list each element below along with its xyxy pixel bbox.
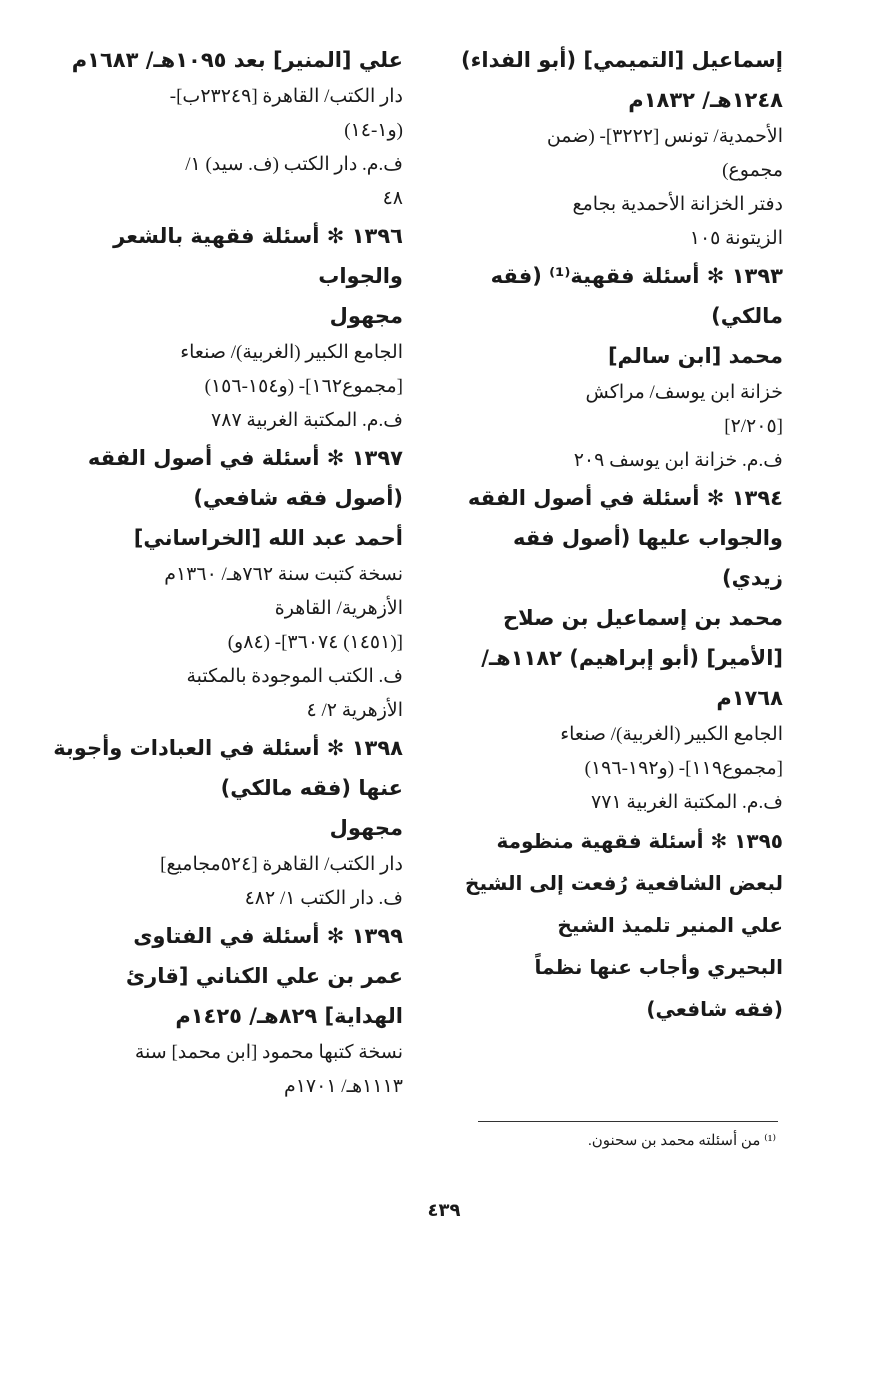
left-column-line: ١٣٩٨ ✻ أسئلة في العبادات وأجوبة bbox=[53, 736, 403, 760]
right-column-line: ١٣٩٤ ✻ أسئلة في أصول الفقه bbox=[467, 486, 783, 510]
right-column-line: لبعض الشافعية رُفعت إلى الشيخ bbox=[465, 871, 783, 895]
left-column-line: ٤٨ bbox=[382, 188, 403, 209]
left-column-line: الهداية] ٨٢٩هـ/ ١٤٢٥م bbox=[175, 1004, 403, 1028]
right-column-line: [الأمير] (أبو إبراهيم) ١١٨٢هـ/ bbox=[481, 646, 783, 670]
left-column-line: [(١٤٥١) ٣٦٠٧٤]- (٨٤و) bbox=[227, 632, 403, 653]
left-column-line: دار الكتب/ القاهرة [٥٢٤مجاميع] bbox=[160, 854, 403, 875]
right-column-line: مجموع) bbox=[722, 160, 783, 181]
left-column-line: نسخة كتبت سنة ٧٦٢هـ/ ١٣٦٠م bbox=[164, 564, 403, 585]
right-column-line: ١٣٩٣ ✻ أسئلة فقهية⁽¹⁾ (فقه bbox=[490, 264, 783, 288]
right-column-line: الأحمدية/ تونس [٣٢٢٢]- (ضمن bbox=[546, 126, 783, 147]
left-column-line: [مجموع١٦٢]- (و١٥٤-١٥٦) bbox=[204, 376, 403, 397]
left-column-line: ف.م. المكتبة الغربية ٧٨٧ bbox=[211, 410, 403, 431]
right-column-line: إسماعيل [التميمي] (أبو الفداء) bbox=[461, 48, 783, 72]
footnote-divider bbox=[478, 1121, 778, 1122]
right-column-line: ١٣٩٥ ✻ أسئلة فقهية منظومة bbox=[496, 829, 783, 853]
left-column-line: ١٣٩٦ ✻ أسئلة فقهية بالشعر bbox=[113, 224, 403, 248]
left-column bbox=[53, 40, 403, 1104]
right-column-line: دفتر الخزانة الأحمدية بجامع bbox=[572, 194, 783, 215]
right-column-line: [٢/٢٠٥] bbox=[724, 416, 783, 437]
right-column-line: ١٧٦٨م bbox=[716, 686, 783, 710]
left-column-line: مجهول bbox=[329, 304, 403, 328]
right-column bbox=[438, 40, 783, 1030]
left-column-line: علي [المنير] بعد ١٠٩٥هـ/ ١٦٨٣م bbox=[71, 48, 403, 72]
right-column-line: [مجموع١١٩]- (و١٩٢-١٩٦) bbox=[584, 758, 783, 779]
right-column-line: الزيتونة ١٠٥ bbox=[689, 228, 783, 249]
right-column-line: خزانة ابن يوسف/ مراكش bbox=[585, 382, 783, 403]
left-column-line: ف.م. دار الكتب (ف. سيد) ١/ bbox=[185, 154, 403, 175]
page-number: ٤٣٩ bbox=[427, 1200, 461, 1221]
right-column-line: الجامع الكبير (الغربية)/ صنعاء bbox=[560, 724, 783, 745]
left-column-line: ١٣٩٧ ✻ أسئلة في أصول الفقه bbox=[87, 446, 403, 470]
right-column-line: ١٢٤٨هـ/ ١٨٣٢م bbox=[628, 88, 783, 112]
footnote: ⁽¹⁾ من أسئلته محمد بن سحنون. bbox=[587, 1133, 776, 1149]
left-column-line: ف. الكتب الموجودة بالمكتبة bbox=[186, 666, 403, 687]
left-column-line: ١٣٩٩ ✻ أسئلة في الفتاوى bbox=[133, 924, 403, 948]
left-column-line: والجواب bbox=[318, 264, 403, 288]
left-column-line: دار الكتب/ القاهرة [٢٣٢٤٩ب]- bbox=[169, 86, 403, 107]
left-column-line: (أصول فقه شافعي) bbox=[193, 486, 403, 510]
right-column-line: والجواب عليها (أصول فقه bbox=[513, 526, 783, 550]
right-column-line: ف.م. المكتبة الغربية ٧٧١ bbox=[591, 792, 783, 813]
left-column-line: أحمد عبد الله [الخراساني] bbox=[133, 526, 403, 550]
right-column-line: (فقه شافعي) bbox=[646, 997, 783, 1021]
right-column-line: البحيري وأجاب عنها نظماً bbox=[534, 955, 783, 979]
left-column-line: ف. دار الكتب ١/ ٤٨٢ bbox=[244, 888, 403, 909]
right-column-line: ف.م. خزانة ابن يوسف ٢٠٩ bbox=[573, 450, 783, 471]
right-column-line: مالكي) bbox=[711, 304, 783, 328]
left-column-line: عنها (فقه مالكي) bbox=[220, 776, 403, 800]
left-column-line: مجهول bbox=[329, 816, 403, 840]
left-column-line: (و١-١٤) bbox=[344, 120, 403, 141]
left-column-line: الأزهرية ٢/ ٤ bbox=[306, 700, 403, 721]
right-column-line: محمد [ابن سالم] bbox=[607, 344, 783, 368]
left-column-line: الأزهرية/ القاهرة bbox=[274, 598, 403, 619]
right-column-line: علي المنير تلميذ الشيخ bbox=[557, 913, 783, 937]
right-column-line: زيدي) bbox=[722, 566, 783, 590]
left-column-line: عمر بن علي الكناني [قارئ bbox=[125, 964, 403, 988]
left-column-line: الجامع الكبير (الغربية)/ صنعاء bbox=[180, 342, 403, 363]
left-column-line: نسخة كتبها محمود [ابن محمد] سنة bbox=[134, 1042, 403, 1063]
right-column-line: محمد بن إسماعيل بن صلاح bbox=[502, 606, 783, 630]
left-column-line: ١١١٣هـ/ ١٧٠١م bbox=[283, 1076, 403, 1097]
